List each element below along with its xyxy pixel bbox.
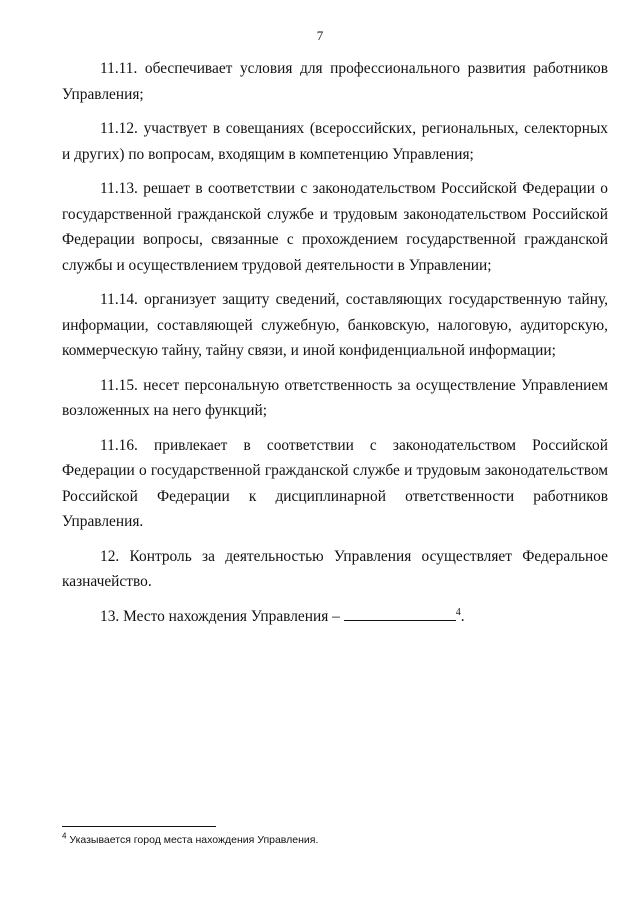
footnote-text: Указывается город места нахождения Управления. bbox=[66, 834, 319, 846]
paragraph-11-16: 11.16. привлекает в соответствии с законодательством Российской Федерации о государственной гражданской службе и трудовым законодательством Российской Федерации к дисциплинарной ответственности работников Управления. bbox=[62, 436, 608, 530]
footnote-mark: 4 bbox=[62, 831, 67, 841]
footnote bbox=[62, 833, 608, 847]
document-body bbox=[62, 56, 608, 638]
footnote-reference: 4 bbox=[455, 606, 461, 618]
location-label: 13. Место нахождения Управления – bbox=[100, 607, 344, 625]
location-end-period: . bbox=[460, 607, 465, 625]
paragraph-11-15: 11.15. несет персональную ответственность за осуществление Управлением возложенных на него функций; bbox=[62, 376, 608, 419]
footnote-separator bbox=[62, 826, 216, 827]
paragraph-12: 12. Контроль за деятельностью Управления осуществляет Федеральное казначейство. bbox=[62, 547, 608, 590]
paragraph-11-11: 11.11. обеспечивает условия для профессионального развития работников Управления; bbox=[62, 60, 608, 103]
paragraph-11-14: 11.14. организует защиту сведений, составляющих государственную тайну, информации, составляющей служебную, банковскую, налоговую, аудиторскую, коммерческую тайну, тайну связи, и иной конфиденциальной информации; bbox=[62, 291, 608, 359]
page-number: 7 bbox=[316, 28, 324, 43]
paragraph-13 bbox=[62, 604, 608, 630]
paragraph-11-12: 11.12. участвует в совещаниях (всероссийских, региональных, селекторных и других) по вопросам, входящим в компетенцию Управления; bbox=[62, 120, 608, 163]
location-blank-line bbox=[344, 606, 456, 621]
paragraph-11-13: 11.13. решает в соответствии с законодательством Российской Федерации о государственной гражданской службе и трудовым законодательством Российской Федерации вопросы, связанные с прохождением государственной гражданской службы и осуществлением трудовой деятельности в Управлении; bbox=[62, 180, 608, 274]
